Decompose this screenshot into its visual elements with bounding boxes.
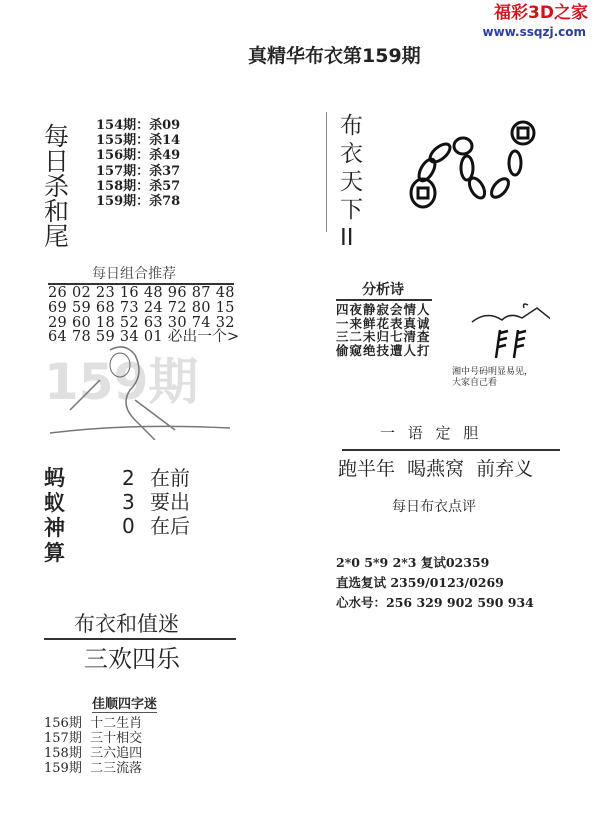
poem-line: 四夜静寂会情人 bbox=[336, 302, 431, 317]
divider bbox=[44, 638, 236, 640]
poem-title: 分析诗 bbox=[362, 282, 404, 298]
caption-line: 大家自己看 bbox=[452, 378, 498, 388]
daily-kill-list bbox=[96, 118, 180, 209]
review-line: 直选复试 2359/0123/0269 bbox=[336, 575, 504, 590]
mountain-drawing bbox=[470, 300, 550, 360]
poem-lines bbox=[336, 303, 431, 357]
ant-row: 3 要出 bbox=[122, 490, 190, 514]
review-line: 2*0 5*9 2*3 复试02359 bbox=[336, 555, 490, 570]
illustration bbox=[40, 345, 240, 440]
divider bbox=[326, 112, 327, 232]
list-item: 157期：杀37 bbox=[96, 163, 181, 179]
caption-line: 湘中号码明显易见， bbox=[452, 367, 534, 377]
daily-kill-label: 每日杀和尾 bbox=[44, 122, 70, 251]
poem-line: 偷窥绝技遭人打 bbox=[336, 342, 431, 358]
combo-title: 每日组合推荐 bbox=[92, 266, 176, 282]
page-title: 真精华布衣第159期 bbox=[248, 45, 421, 67]
four-char-title: 佳顺四字迷 bbox=[92, 697, 158, 712]
list-item: 158期 三六追四 bbox=[44, 746, 143, 761]
site-logo[interactable]: 福彩3D之家 bbox=[494, 3, 588, 23]
chain-drawing bbox=[405, 118, 545, 218]
combo-row: 64 78 59 34 01 必出一个> bbox=[48, 329, 240, 346]
list-item: 154期：杀09 bbox=[96, 118, 181, 133]
list-item: 157期 三十相交 bbox=[44, 731, 143, 746]
four-char-list bbox=[44, 716, 142, 776]
review-line: 心水号：256 329 902 590 934 bbox=[336, 595, 534, 610]
sum-riddle-title: 布衣和值迷 bbox=[74, 612, 179, 636]
combo-watermark: 159期 bbox=[44, 353, 199, 411]
poem-line: 一来鲜花表真诚 bbox=[336, 315, 431, 331]
divider bbox=[336, 299, 432, 301]
ant-rows bbox=[122, 466, 190, 538]
combo-numbers bbox=[48, 286, 239, 345]
ant-row: 0 在后 bbox=[122, 514, 190, 538]
one-word-title: 一 语 定 胆 bbox=[380, 424, 479, 442]
list-item: 159期 二三流落 bbox=[44, 761, 143, 776]
sum-riddle-answer: 三欢四乐 bbox=[84, 645, 180, 673]
poem-line: 三二未归七清查 bbox=[336, 329, 431, 344]
list-item: 156期 十二生肖 bbox=[44, 716, 143, 731]
divider bbox=[342, 449, 560, 451]
review-title: 每日布衣点评 bbox=[392, 499, 476, 515]
list-item: 155期：杀14 bbox=[96, 133, 181, 149]
review-lines bbox=[336, 553, 534, 613]
one-word-phrase: 跑半年 喝燕窝 前弃义 bbox=[338, 458, 534, 480]
buyi-label: 布衣天下II bbox=[340, 113, 363, 251]
ant-label: 蚂蚁神算 bbox=[44, 466, 65, 565]
poem-caption bbox=[452, 367, 533, 389]
site-url[interactable]: www.ssqzj.com bbox=[482, 25, 586, 39]
list-item: 159期：杀78 bbox=[96, 194, 181, 210]
list-item: 156期：杀49 bbox=[96, 148, 181, 164]
combo-row: 26 02 23 16 48 96 87 48 bbox=[48, 285, 235, 301]
list-item: 158期：杀57 bbox=[96, 178, 181, 194]
combo-row: 29 60 18 52 63 30 74 32 bbox=[48, 314, 235, 331]
ant-row: 2 在前 bbox=[122, 466, 190, 490]
combo-row: 69 59 68 73 24 72 80 15 bbox=[48, 299, 235, 316]
